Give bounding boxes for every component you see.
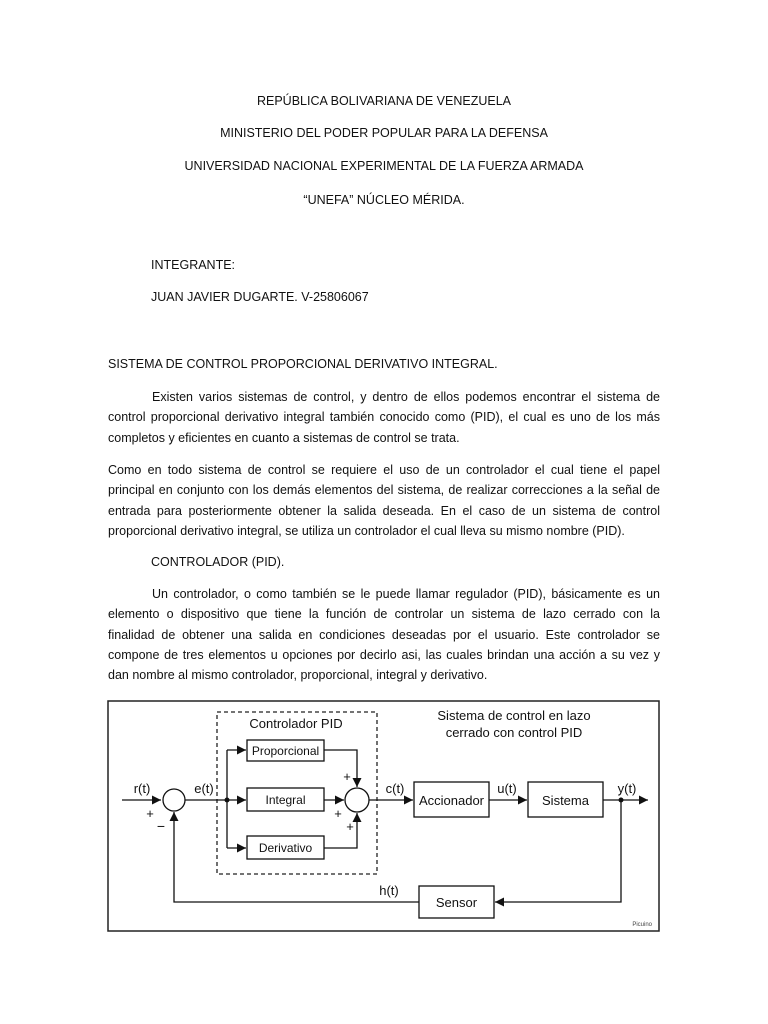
signal-e-label: e(t): [194, 781, 214, 796]
paragraph-line: Como en todo sistema de control se requiere el uso de un controlador el cual tiene el papel: [108, 463, 660, 477]
signal-r-label: r(t): [133, 781, 151, 796]
paragraph-line: completos y eficientes en cuanto a sistemas de control se trata.: [108, 430, 460, 445]
paragraph-intro: [108, 387, 660, 448]
paragraph-line: finalidad de obtener una salida en condiciones deseadas por el usuario. Este controlador se: [108, 627, 660, 642]
signal-h-label: h(t): [379, 883, 399, 898]
block-sensor-label: Sensor: [435, 895, 478, 910]
subheading-controlador: CONTROLADOR (PID).: [151, 555, 285, 569]
controller-title: Controlador PID: [249, 716, 343, 731]
paragraph-line: entrada para posteriormente obtener la salida deseada. En el caso de un sistema de control: [108, 503, 660, 518]
signal-u-label: u(t): [497, 781, 517, 796]
block-proportional-label: Proporcional: [251, 744, 320, 758]
paragraph-controller-role: [108, 460, 660, 541]
paragraph-line: proporcional derivativo integral, se utiliza un controlador el cual lleva su mismo nombre (PID).: [108, 523, 625, 538]
section-title: SISTEMA DE CONTROL PROPORCIONAL DERIVATIVO INTEGRAL.: [108, 357, 498, 371]
system-title-line-1: Sistema de control en lazo: [437, 708, 591, 723]
paragraph-line: elemento o dispositivo que tiene la función de controlar un sistema de lazo cerrado con la: [108, 607, 660, 622]
signal-c-label: c(t): [385, 781, 405, 796]
minus-sign-feedback: −: [156, 818, 166, 834]
paragraph-line: Existen varios sistemas de control, y dentro de ellos podemos encontrar el sistema de: [152, 390, 660, 404]
block-system-label: Sistema: [542, 793, 589, 808]
paragraph-line: Un controlador, o como también se le puede llamar regulador (PID), básicamente es un: [152, 587, 660, 601]
diagram-credit: Picuino: [632, 922, 652, 928]
header-line-2: MINISTERIO DEL PODER POPULAR PARA LA DEFENSA: [220, 126, 548, 140]
block-derivative-label: Derivativo: [258, 841, 313, 855]
signal-y-label: y(t): [617, 781, 637, 796]
plus-sign-integral: +: [334, 806, 342, 821]
paragraph-line: principal en conjunto con los demás elementos del sistema, de realizar correcciones a la señal de: [108, 483, 660, 498]
header-line-4: “UNEFA” NÚCLEO MÉRIDA.: [303, 193, 465, 207]
author-name: JUAN JAVIER DUGARTE. V-25806067: [151, 290, 369, 304]
header-line-1: REPÚBLICA BOLIVARIANA DE VENEZUELA: [256, 94, 512, 108]
block-actuator-label: Accionador: [418, 793, 485, 808]
paragraph-line: control proporcional derivativo integral también conocido como (PID), el cual es uno de los más: [108, 410, 660, 425]
author-label: INTEGRANTE:: [151, 258, 236, 272]
paragraph-pid-definition: [108, 584, 660, 685]
plus-sign-input: +: [146, 806, 154, 821]
pid-block-diagram: [107, 700, 660, 933]
plus-sign-proportional: +: [343, 769, 351, 784]
header-line-3: UNIVERSIDAD NACIONAL EXPERIMENTAL DE LA FUERZA ARMADA: [184, 159, 584, 173]
block-integral-label: Integral: [265, 793, 306, 807]
plus-sign-derivative: +: [346, 819, 354, 834]
error-summing-junction: [163, 789, 185, 811]
paragraph-line: dan nombre al mismo controlador, proporcional, integral y derivativo.: [108, 668, 488, 683]
paragraph-line: compone de tres elementos u opciones por decirlo asi, las cuales brindan una acción a su vez y: [108, 647, 660, 662]
pid-summing-junction: [345, 788, 369, 812]
system-title-line-2: cerrado con control PID: [445, 725, 583, 740]
